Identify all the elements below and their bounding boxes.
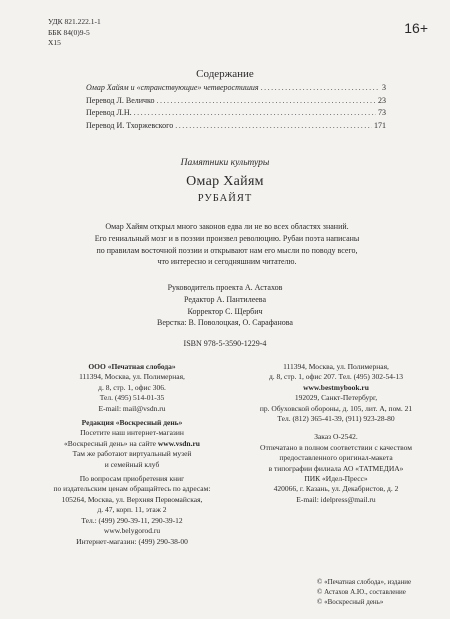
toc-item-label: Перевод Л. Величко	[86, 95, 155, 105]
udk-code: УДК 821.222.1-1	[48, 17, 101, 26]
toc-leader-dots	[134, 107, 376, 120]
copyright-line: © Астахов А.Ю., составление	[317, 588, 406, 596]
distribution-and-print-info	[236, 362, 436, 505]
print-line: 420066, г. Казань, ул. Декабристов, д. 2	[273, 484, 399, 494]
credits	[0, 282, 450, 329]
toc-item-label: Омар Хайям и «странствующие» четверостишия	[86, 83, 259, 92]
copyright-notices	[317, 577, 411, 607]
moscow-line: 111394, Москва, ул. Полимерная,	[283, 362, 389, 371]
toc-item-page: 3	[382, 83, 386, 92]
spb-line: Тел. (812) 365-41-39, (911) 923-28-80	[277, 414, 395, 424]
purchase-line: Интернет-магазин: (499) 290-38-00	[76, 536, 188, 546]
print-line: ПИК «Идел-Пресс»	[304, 474, 368, 484]
abstract-line: по правилам восточной поэзии и открывают нам его мысли по поводу всего,	[96, 245, 358, 255]
editorial-line	[32, 439, 232, 449]
publisher-line: д. 8, стр. 1, офис 306.	[98, 382, 166, 392]
editorial-name: Редакция «Воскресный день»	[81, 418, 183, 428]
purchase-line: д. 47, корп. 11, этаж 2	[97, 505, 167, 515]
toc-leader-dots	[175, 120, 372, 133]
print-line: предоставленного оригинал-макета	[279, 453, 393, 463]
editorial-site-link[interactable]: www.vsdn.ru	[157, 438, 200, 448]
publisher-info	[32, 362, 232, 547]
publisher-line: E-mail: mail@vsdn.ru	[98, 403, 166, 413]
publisher-line: Тел. (495) 514-01-35	[99, 393, 165, 403]
credit-line: Корректор С. Щербич	[187, 306, 263, 316]
editorial-line: Посетите наш интернет-магазин	[80, 428, 184, 438]
credit-line: Редактор А. Пантилеева	[183, 294, 267, 304]
copyright-line: © «Печатная слобода», издание	[317, 578, 412, 586]
purchase-line: по издательским ценам обращайтесь по адресам:	[53, 484, 211, 494]
toc-item-label: Перевод И. Тхоржевского	[86, 120, 174, 130]
credit-line: Руководитель проекта А. Астахов	[167, 283, 283, 292]
publisher-line: 111394, Москва, ул. Полимерная,	[79, 372, 185, 382]
abstract-line: Омар Хайям открыл много законов едва ли не во всех областях знаний.	[105, 222, 349, 231]
toc-item-page: 73	[378, 108, 386, 117]
author-mark: Х15	[48, 38, 61, 47]
publisher-name: ООО «Печатная слобода»	[88, 362, 176, 371]
bibliographic-codes	[48, 17, 101, 49]
series-title: Памятники культуры	[180, 158, 270, 168]
book-title: РУБАЙЯТ	[197, 193, 253, 204]
abstract	[58, 221, 396, 268]
print-line: в типографии филиала АО «ТАТМЕДИА»	[268, 463, 404, 473]
age-rating: 16+	[404, 20, 428, 36]
print-line: Отпечатано в полном соответствии с качеством	[260, 442, 412, 452]
museum-line: и семейный клуб	[104, 459, 160, 469]
toc-leader-dots	[261, 82, 380, 95]
toc-item	[86, 107, 386, 120]
purchase-line: Тел.: (499) 290-39-11, 290-39-12	[81, 515, 183, 525]
purchase-line: www.belygorod.ru	[103, 526, 161, 536]
purchase-line: По вопросам приобретения книг	[79, 474, 185, 484]
spb-line: 192029, Санкт-Петербург,	[294, 393, 378, 403]
order-number: Заказ О-2542.	[314, 432, 358, 442]
print-line: E-mail: idelpress@mail.ru	[296, 494, 376, 504]
credit-line: Верстка: В. Поволоцкая, О. Сарафанова	[157, 318, 293, 328]
toc-item-label: Перевод Л.Н.	[86, 108, 132, 117]
editorial-line-text: «Воскресный день» на сайте	[64, 438, 158, 448]
author-name: Омар Хайям	[186, 174, 264, 189]
isbn: ISBN 978-5-3590-1229-4	[183, 339, 267, 348]
moscow-line: д. 8, стр. 1, офис 207. Тел. (495) 302-54-13	[268, 372, 404, 382]
abstract-line: что интересно и сегодняшним читателю.	[157, 257, 297, 267]
purchase-line: 105264, Москва, ул. Верхняя Первомайская,	[61, 494, 203, 504]
toc-item	[86, 120, 386, 133]
contents-title: Содержание	[196, 68, 254, 80]
abstract-line: Его гениальный мозг и в поэзии произвел революцию. Рубаи поэта написаны	[94, 233, 360, 243]
toc-item	[86, 95, 386, 108]
museum-line: Там же работают виртуальный музей	[72, 449, 192, 459]
toc-item	[86, 82, 386, 95]
toc-leader-dots	[157, 95, 376, 108]
bbk-code: ББК 84(0)9-5	[48, 27, 90, 37]
toc-item-page: 23	[378, 95, 386, 105]
bestmybook-site-link[interactable]: www.bestmybook.ru	[303, 382, 369, 392]
table-of-contents	[86, 82, 386, 132]
spb-line: пр. Обуховской обороны, д. 105, лит. А, пом. 21	[259, 403, 413, 413]
toc-item-page: 171	[374, 120, 386, 130]
copyright-line: © «Воскресный день»	[317, 598, 384, 606]
